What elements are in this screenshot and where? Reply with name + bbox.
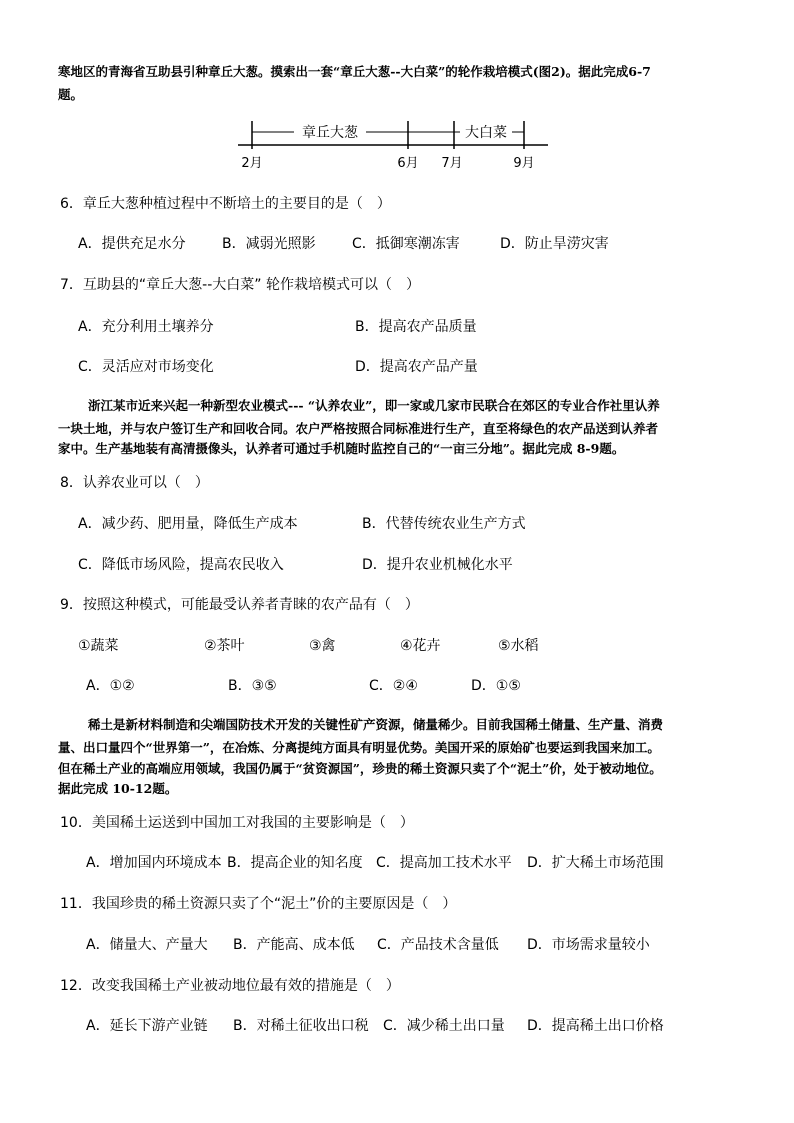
q6-option-a: A．提供充足水分 (78, 236, 186, 252)
question-9-stem: 9．按照这种模式，可能最受认养者青睐的农产品有（ ） (60, 597, 419, 613)
q9-item-3: ③禽 (309, 638, 336, 654)
q6-option-b: B．减弱光照影 (222, 236, 316, 252)
q12-option-d: D．提高稀土出口价格 (527, 1018, 664, 1034)
intro-paragraph-3-line-2: 量、出口量四个“世界第一”，在冶炼、分离提纯方面具有明显优势。美国开采的原始矿也要运到我国来加工。 (58, 740, 660, 755)
question-8-stem: 8．认养农业可以（ ） (60, 475, 209, 491)
q9-item-1: ①蔬菜 (78, 638, 119, 654)
month-label-jul: 7月 (441, 156, 463, 171)
q8-option-c: C．降低市场风险，提高农民收入 (78, 557, 284, 573)
intro-paragraph-1-line-2: 题。 (58, 87, 84, 102)
q9-item-5: ⑤水稻 (498, 638, 539, 654)
q8-option-d: D．提升农业机械化水平 (362, 557, 513, 573)
intro-paragraph-2-line-3: 家中。生产基地装有高清摄像头，认养者可通过手机随时监控自己的“一亩三分地”。据此完成 8-9题。 (58, 441, 625, 456)
question-10-stem: 10．美国稀土运送到中国加工对我国的主要影响是（ ） (60, 815, 414, 831)
intro-paragraph-1-line-1: 寒地区的青海省互助县引种章丘大葱。摸索出一套“章丘大葱--大白菜”的轮作栽培模式(图2)。据此完成6-7 (58, 64, 651, 79)
question-6-stem: 6．章丘大葱种植过程中不断培土的主要目的是（ ） (60, 196, 391, 212)
intro-paragraph-2-line-2: 一块土地，并与农户签订生产和回收合同。农户严格按照合同标准进行生产，直至将绿色的农产品送到认养者 (58, 421, 659, 436)
q11-option-b: B．产能高、成本低 (233, 937, 355, 953)
q10-option-b: B．提高企业的知名度 (227, 855, 363, 871)
q10-option-c: C．提高加工技术水平 (376, 855, 512, 871)
question-11-stem: 11．我国珍贵的稀土资源只卖了个“泥土”价的主要原因是（ ） (60, 896, 457, 912)
q7-option-a: A．充分利用土壤养分 (78, 319, 214, 335)
q11-option-c: C．产品技术含量低 (377, 937, 499, 953)
q11-option-a: A．储量大、产量大 (86, 937, 208, 953)
q9-option-d: D．①⑤ (471, 678, 521, 694)
q12-option-c: C．减少稀土出口量 (383, 1018, 505, 1034)
q6-option-c: C．抵御寒潮冻害 (352, 236, 460, 252)
intro-paragraph-3-line-4: 据此完成 10-12题。 (58, 781, 178, 796)
intro-paragraph-3-line-3: 但在稀土产业的高端应用领域，我国仍属于“贫资源国”，珍贵的稀土资源只卖了个“泥土”价，处于被动地位。 (58, 761, 662, 776)
q8-option-b: B．代替传统农业生产方式 (362, 516, 526, 532)
q12-option-b: B．对稀土征收出口税 (233, 1018, 369, 1034)
q9-option-c: C．②④ (369, 678, 418, 694)
q11-option-d: D．市场需求量较小 (527, 937, 650, 953)
q12-option-a: A．延长下游产业链 (86, 1018, 208, 1034)
q9-option-a: A．①② (86, 678, 135, 694)
cabbage-label: 大白菜 (465, 125, 507, 141)
question-7-stem: 7．互助县的“章丘大葱--大白菜” 轮作栽培模式可以（ ） (60, 277, 420, 293)
month-label-jun: 6月 (397, 156, 419, 171)
q9-option-b: B．③⑤ (228, 678, 277, 694)
q9-item-4: ④花卉 (400, 638, 441, 654)
rotation-timeline-figure (230, 115, 560, 175)
q9-item-2: ②茶叶 (204, 638, 245, 654)
leek-label: 章丘大葱 (302, 125, 358, 141)
q7-option-d: D．提高农产品产量 (355, 359, 478, 375)
q7-option-c: C．灵活应对市场变化 (78, 359, 214, 375)
q6-option-d: D．防止旱涝灾害 (500, 236, 609, 252)
question-12-stem: 12．改变我国稀土产业被动地位最有效的措施是（ ） (60, 978, 400, 994)
q7-option-b: B．提高农产品质量 (355, 319, 477, 335)
month-label-feb: 2月 (241, 156, 263, 171)
q10-option-d: D．扩大稀土市场范围 (527, 855, 664, 871)
intro-paragraph-3-line-1: 稀土是新材料制造和尖端国防技术开发的关键性矿产资源，储量稀少。目前我国稀土储量、生产量、消费 (88, 717, 664, 732)
q8-option-a: A．减少药、肥用量，降低生产成本 (78, 516, 298, 532)
intro-paragraph-2-line-1: 浙江某市近来兴起一种新型农业模式--- “认养农业”，即一家或几家市民联合在郊区的专业合作社里认养 (88, 398, 660, 413)
month-label-sep: 9月 (513, 156, 535, 171)
q10-option-a: A．增加国内环境成本 (86, 855, 222, 871)
